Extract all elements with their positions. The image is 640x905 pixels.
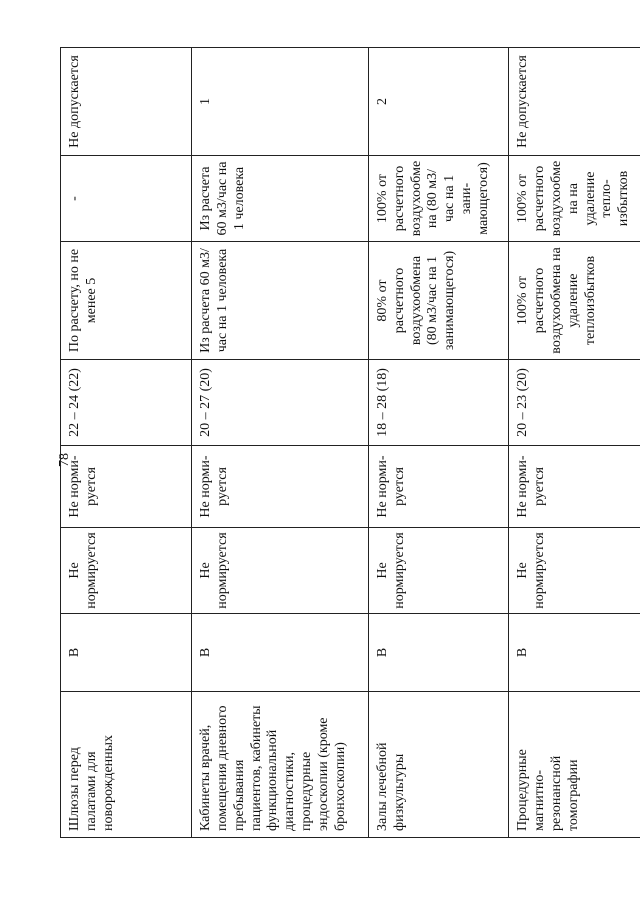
col3-cell: Не нормируется bbox=[61, 528, 192, 614]
table-row bbox=[192, 48, 369, 838]
exhaust-cell: 100% от расчетного воздухообме на (80 м3/час на 1 зани-мающегося) bbox=[368, 156, 509, 242]
last-cell: 1 bbox=[192, 48, 369, 156]
temperature-cell: 20 – 27 (20) bbox=[192, 360, 369, 446]
category-cell: В bbox=[368, 614, 509, 692]
last-cell: Не допускается bbox=[509, 48, 640, 156]
room-name-cell: Шлюзы перед палатами для новорожденных bbox=[61, 692, 192, 838]
table-rotator bbox=[60, 48, 640, 838]
col4-cell: Не норми-руется bbox=[61, 446, 192, 528]
table-row bbox=[509, 48, 640, 838]
category-cell: В bbox=[61, 614, 192, 692]
page-number: 78 bbox=[57, 453, 72, 467]
last-cell: Не допускается bbox=[61, 48, 192, 156]
room-name-cell: Процедурные магнитно-резонансной томографии bbox=[509, 692, 640, 838]
exhaust-cell: 100% от расчетного воздухообме на на удаление тепло-избытков bbox=[509, 156, 640, 242]
room-name-cell: Залы лечебной физкультуры bbox=[368, 692, 509, 838]
table-row bbox=[368, 48, 509, 838]
room-name-cell: Кабинеты врачей, помещения дневного пребывания пациентов, кабинеты функциональной диагностики, процедурные эндоскопии (кроме бронхоскопии) bbox=[192, 692, 369, 838]
col4-cell: Не норми-руется bbox=[192, 446, 369, 528]
category-cell: В bbox=[192, 614, 369, 692]
col4-cell: Не норми-руется bbox=[368, 446, 509, 528]
temperature-cell: 18 – 28 (18) bbox=[368, 360, 509, 446]
supply-cell: Из расчета 60 м3/час на 1 человека bbox=[192, 242, 369, 360]
exhaust-cell: - bbox=[61, 156, 192, 242]
col3-cell: Не нормируется bbox=[509, 528, 640, 614]
table-row bbox=[61, 48, 192, 838]
supply-cell: По расчету, но не менее 5 bbox=[61, 242, 192, 360]
col4-cell: Не норми-руется bbox=[509, 446, 640, 528]
category-cell: В bbox=[509, 614, 640, 692]
rotated-table-sheet bbox=[60, 48, 640, 838]
exhaust-cell: Из расчета 60 м3/час на 1 человека bbox=[192, 156, 369, 242]
supply-cell: 100% от расчетного воздухообмена на удаление теплоизбытков bbox=[509, 242, 640, 360]
temperature-cell: 20 – 23 (20) bbox=[509, 360, 640, 446]
last-cell: 2 bbox=[368, 48, 509, 156]
temperature-cell: 22 – 24 (22) bbox=[61, 360, 192, 446]
col3-cell: Не нормируется bbox=[192, 528, 369, 614]
col3-cell: Не нормируется bbox=[368, 528, 509, 614]
supply-cell: 80% от расчетного воздухообмена (80 м3/час на 1 занимающегося) bbox=[368, 242, 509, 360]
ventilation-table bbox=[60, 47, 640, 838]
